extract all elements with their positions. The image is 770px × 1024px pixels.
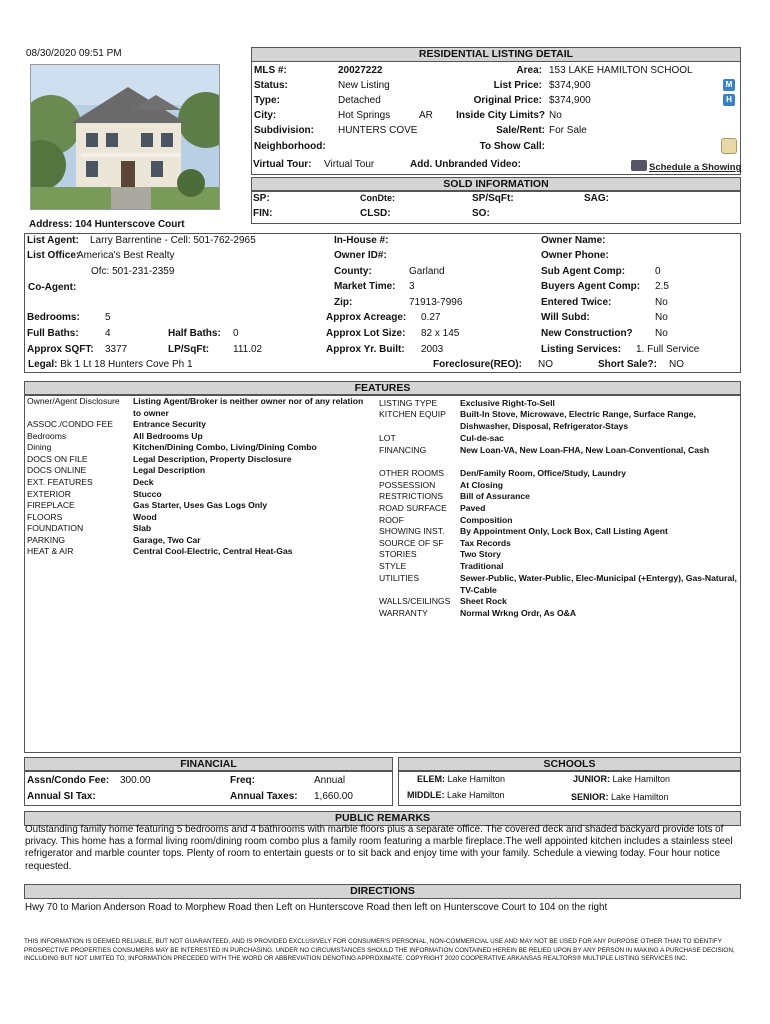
elem-value: Lake Hamilton	[447, 774, 506, 784]
lp-sqft-value: 111.02	[233, 344, 263, 355]
senior-school	[571, 792, 669, 802]
senior-value: Lake Hamilton	[611, 792, 669, 802]
bedrooms-label: Bedrooms:	[27, 312, 80, 323]
state-value: AR	[419, 110, 433, 121]
directions-header: DIRECTIONS	[24, 884, 741, 899]
feature-value: Legal Description, Property Disclosure	[133, 454, 292, 464]
market-time-label: Market Time:	[334, 281, 396, 292]
status-value: New Listing	[338, 80, 390, 91]
feature-label: ROOF	[379, 515, 404, 525]
county-value: Garland	[409, 266, 445, 277]
owner-phone-label: Owner Phone:	[541, 250, 609, 261]
middle-school	[407, 790, 505, 800]
annual-taxes-label: Annual Taxes:	[230, 791, 298, 802]
feature-label: FOUNDATION	[27, 523, 84, 533]
mls-value: 20027222	[338, 65, 383, 76]
feature-label: HEAT & AIR	[27, 546, 74, 556]
features-header: FEATURES	[24, 381, 741, 396]
area-label: Area:	[516, 65, 542, 76]
virtual-tour-label: Virtual Tour:	[253, 159, 312, 170]
feature-value: Sewer-Public, Water-Public, Elec-Municipal (+Entergy), Gas-Natural, TV-Cable	[460, 573, 737, 595]
list-office-label: List Office:	[27, 250, 80, 261]
condte-label: ConDte:	[360, 193, 395, 203]
feature-label: STORIES	[379, 549, 417, 559]
mls-label: MLS #:	[254, 65, 287, 76]
lot-size-label: Approx Lot Size:	[326, 328, 406, 339]
feature-label: KITCHEN EQUIP	[379, 409, 446, 419]
foreclosure-label: Foreclosure(REO):	[433, 359, 522, 370]
feature-value: Tax Records	[460, 538, 511, 548]
half-baths-value: 0	[233, 328, 239, 339]
feature-label: WALLS/CEILINGS	[379, 596, 451, 606]
list-price-label: List Price:	[493, 80, 542, 91]
junior-label: JUNIOR:	[573, 774, 611, 784]
new-construction-label: New Construction?	[541, 328, 633, 339]
yr-built-value: 2003	[421, 344, 444, 355]
feature-label: SOURCE OF SF	[379, 538, 444, 548]
legal-value: Bk 1 Lt 18 Hunters Cove Ph 1	[60, 359, 193, 370]
clsd-label: CLSD:	[360, 208, 391, 219]
junior-value: Lake Hamilton	[612, 774, 671, 784]
feature-value: Central Cool-Electric, Central Heat-Gas	[133, 546, 293, 556]
listing-services-value: 1. Full Service	[636, 344, 700, 355]
subdivision-label: Subdivision:	[254, 125, 314, 136]
financial-header: FINANCIAL	[24, 757, 393, 772]
feature-label: LISTING TYPE	[379, 398, 438, 408]
elem-label: ELEM:	[417, 774, 445, 784]
feature-label: ROAD SURFACE	[379, 503, 447, 513]
listing-detail-header: RESIDENTIAL LISTING DETAIL	[251, 47, 741, 62]
city-label: City:	[254, 110, 277, 121]
will-subd-label: Will Subd:	[541, 312, 590, 323]
zip-value: 71913-7996	[409, 297, 463, 308]
schedule-showing-link[interactable]: Schedule a Showing	[649, 162, 742, 173]
feature-value: Cul-de-sac	[460, 433, 504, 443]
feature-label: FINANCING	[379, 445, 427, 455]
annual-si-tax-label: Annual SI Tax:	[27, 791, 96, 802]
type-value: Detached	[338, 95, 381, 106]
buyers-agent-value: 2.5	[655, 281, 669, 292]
elem-school	[417, 774, 505, 784]
feature-value: By Appointment Only, Lock Box, Call Listing Agent	[460, 526, 668, 536]
type-label: Type:	[254, 95, 280, 106]
yr-built-label: Approx Yr. Built:	[326, 344, 405, 355]
neighborhood-label: Neighborhood:	[254, 141, 326, 152]
office-phone: Ofc: 501-231-2359	[91, 266, 175, 277]
feature-label: DOCS ONLINE	[27, 465, 87, 475]
in-house-label: In-House #:	[334, 235, 389, 246]
acreage-value: 0.27	[421, 312, 441, 323]
sale-rent-value: For Sale	[549, 125, 587, 136]
feature-value: Exclusive Right-To-Sell	[460, 398, 555, 408]
feature-value: Sheet Rock	[460, 596, 507, 606]
feature-label: WARRANTY	[379, 608, 428, 618]
feature-value: Listing Agent/Broker is neither owner nor of any relation to owner	[133, 396, 364, 418]
so-label: SO:	[472, 208, 490, 219]
sp-label: SP:	[253, 193, 270, 204]
list-office-value: America's Best Realty	[77, 250, 175, 261]
feature-label: PARKING	[27, 535, 66, 545]
sale-rent-label: Sale/Rent:	[496, 125, 545, 136]
calendar-icon[interactable]	[631, 160, 647, 171]
feature-value: Built-In Stove, Microwave, Electric Range, Surface Range, Dishwasher, Disposal, Refrigerator-Stays	[460, 409, 696, 431]
list-agent-label: List Agent:	[27, 235, 79, 246]
subdivision-value: HUNTERS COVE	[338, 125, 418, 136]
sub-agent-value: 0	[655, 266, 661, 277]
inside-city-label: Inside City Limits?	[456, 110, 545, 121]
senior-label: SENIOR:	[571, 792, 609, 802]
inside-city-value: No	[549, 110, 562, 121]
public-remarks-text: Outstanding family home featuring 5 bedrooms and 4 bathrooms with marble floors plus a separate office. The covered deck and shaded backyard provide lots of privacy. This home has a formal living room/dining room combo plus a family room featuring a marble fireplace.The well appointed kitchen includes a stainless steel refrigerator and marble counter tops. Plenty of room to entertain guests or to sit back and enjoy time with your family. Schedule a viewing today. Four hour notice requested.	[25, 824, 733, 872]
assn-fee-value: 300.00	[120, 775, 151, 786]
city-value: Hot Springs	[338, 110, 391, 121]
short-sale-label: Short Sale?:	[598, 359, 657, 370]
feature-label: FIREPLACE	[27, 500, 75, 510]
legal-label: Legal:	[28, 359, 58, 370]
feature-label: Bedrooms	[27, 431, 67, 441]
feature-label: LOT	[379, 433, 396, 443]
buyers-agent-label: Buyers Agent Comp:	[541, 281, 641, 292]
feature-label: DOCS ON FILE	[27, 454, 88, 464]
virtual-tour-link[interactable]: Virtual Tour	[324, 159, 375, 170]
feature-label: OTHER ROOMS	[379, 468, 444, 478]
feature-value: Two Story	[460, 549, 501, 559]
disclaimer: THIS INFORMATION IS DEEMED RELIABLE, BUT NOT GUARANTEED, AND IS PROVIDED EXCLUSIVELY FOR CONSUMER'S PERSONAL, NON-COMMERCIAL USE AND MAY NOT BE USED FOR ANY PURPOSE OTHER THAN TO IDENTIFY PROSPECTIVE PROPERTIES CONSUMERS MAY BE INTERESTED IN PURCHASING. UNDER NO CIRCUMSTANCES SHOULD THE INFORMATION CONTAINED HEREIN BE RELIED UPON BY ANY PERSON IN MAKING A PURCHASE DECISION, INCLUDING BUT NOT LIMITED TO, INFORMATION PRECEDED WITH THE WORD OR ABBREVIATION DENOTING APPROXIMATE. COPYRIGHT 2020 COOPERATIVE ARKANSAS REALTORS® MULTIPLE LISTING SERVICES INC.	[24, 938, 735, 963]
original-price-label: Original Price:	[473, 95, 542, 106]
sqft-label: Approx SQFT:	[27, 344, 94, 355]
feature-label: EXT. FEATURES	[27, 477, 93, 487]
freq-label: Freq:	[230, 775, 255, 786]
feature-value: Deck	[133, 477, 154, 487]
market-time-value: 3	[409, 281, 415, 292]
legal-row	[28, 359, 193, 370]
feature-value: Bill of Assurance	[460, 491, 530, 501]
feature-value: All Bedrooms Up	[133, 431, 203, 441]
owner-id-label: Owner ID#:	[334, 250, 387, 261]
feature-label: STYLE	[379, 561, 407, 571]
map-icon[interactable]: M	[723, 79, 735, 91]
phone-icon[interactable]	[721, 138, 737, 154]
property-photo[interactable]	[30, 64, 220, 210]
freq-value: Annual	[314, 775, 346, 786]
entered-twice-value: No	[655, 297, 668, 308]
feature-value: Garage, Two Car	[133, 535, 201, 545]
schools-header: SCHOOLS	[398, 757, 741, 772]
lot-size-value: 82 x 145	[421, 328, 460, 339]
feature-value: Slab	[133, 523, 152, 533]
sold-info-header: SOLD INFORMATION	[251, 177, 741, 192]
sub-agent-label: Sub Agent Comp:	[541, 266, 626, 277]
listing-services-label: Listing Services:	[541, 344, 622, 355]
public-remarks-header: PUBLIC REMARKS	[24, 811, 741, 826]
county-label: County:	[334, 266, 372, 277]
assn-fee-label: Assn/Condo Fee:	[27, 775, 110, 786]
feature-value: Den/Family Room, Office/Study, Laundry	[460, 468, 627, 478]
feature-label: Dining	[27, 442, 52, 452]
feature-label: ASSOC./CONDO FEE	[27, 419, 113, 429]
original-price-value: $374,900	[549, 95, 591, 106]
fin-label: FIN:	[253, 208, 273, 219]
feature-value: Kitchen/Dining Combo, Living/Dining Combo	[133, 442, 317, 452]
half-baths-label: Half Baths:	[168, 328, 221, 339]
feature-value: New Loan-VA, New Loan-FHA, New Loan-Conventional, Cash	[460, 445, 710, 455]
co-agent-label: Co-Agent:	[28, 282, 77, 293]
full-baths-value: 4	[105, 328, 111, 339]
area-value: 153 LAKE HAMILTON SCHOOL	[549, 65, 693, 76]
to-show-call-label: To Show Call:	[479, 141, 545, 152]
feature-value: Composition	[460, 515, 513, 525]
feature-value: Paved	[460, 503, 486, 513]
feature-value: At Closing	[460, 480, 503, 490]
directions-text: Hwy 70 to Marion Anderson Road to Morphew Road then Left on Hunterscove Road then left on Hunterscove Court to 104 on the right	[25, 902, 608, 913]
acreage-label: Approx Acreage:	[326, 312, 407, 323]
print-timestamp: 08/30/2020 09:51 PM	[26, 48, 122, 59]
short-sale-value: NO	[669, 359, 684, 370]
feature-label: SHOWING INST.	[379, 526, 445, 536]
unbranded-video-label: Add. Unbranded Video:	[410, 159, 521, 170]
feature-label: Owner/Agent Disclosure	[27, 396, 120, 406]
feature-label: UTILITIES	[379, 573, 420, 583]
owner-name-label: Owner Name:	[541, 235, 606, 246]
full-baths-label: Full Baths:	[27, 328, 79, 339]
feature-value: Wood	[133, 512, 157, 522]
feature-value: Legal Description	[133, 465, 206, 475]
zip-label: Zip:	[334, 297, 353, 308]
feature-label: EXTERIOR	[27, 489, 71, 499]
entered-twice-label: Entered Twice:	[541, 297, 612, 308]
feature-value: Entrance Security	[133, 419, 207, 429]
feature-value: Gas Starter, Uses Gas Logs Only	[133, 500, 268, 510]
bedrooms-value: 5	[105, 312, 111, 323]
lp-sqft-label: LP/SqFt:	[168, 344, 210, 355]
middle-value: Lake Hamilton	[447, 790, 505, 800]
feature-value: Traditional	[460, 561, 504, 571]
feature-value: Stucco	[133, 489, 162, 499]
sqft-value: 3377	[105, 344, 128, 355]
address: Address: 104 Hunterscove Court	[29, 219, 185, 230]
sag-label: SAG:	[584, 193, 609, 204]
list-agent-value: Larry Barrentine - Cell: 501-762-2965	[90, 235, 256, 246]
feature-value: Normal Wrkng Ordr, As O&A	[460, 608, 577, 618]
annual-taxes-value: 1,660.00	[314, 791, 353, 802]
feature-label: FLOORS	[27, 512, 63, 522]
status-label: Status:	[254, 80, 288, 91]
list-price-value: $374,900	[549, 80, 591, 91]
feature-label: RESTRICTIONS	[379, 491, 443, 501]
sp-sqft-label: SP/SqFt:	[472, 193, 514, 204]
history-icon[interactable]: H	[723, 94, 735, 106]
foreclosure-value: NO	[538, 359, 553, 370]
feature-label: POSSESSION	[379, 480, 436, 490]
junior-school	[573, 774, 670, 784]
will-subd-value: No	[655, 312, 668, 323]
new-construction-value: No	[655, 328, 668, 339]
middle-label: MIDDLE:	[407, 790, 445, 800]
